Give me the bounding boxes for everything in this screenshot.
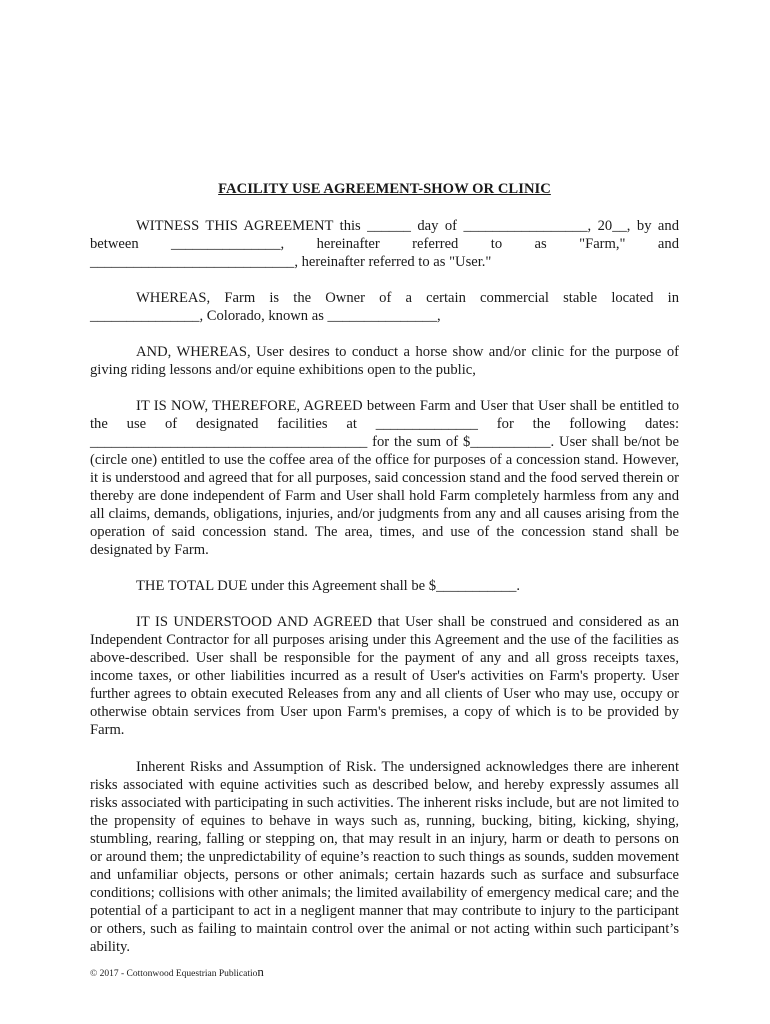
inherent-risks-paragraph: Inherent Risks and Assumption of Risk. The undersigned acknowledges there are inherent risks associated with equine activities such as described below, and hereby expressly assumes all risks associated with participating in such activities. The inherent risks include, but are not limited to the propensity of equines to behave in ways such as, running, bucking, biting, kicking, shying, stumbling, rearing, falling or stepping on, that may result in an injury, harm or death to persons on or around them; the unpredictability of equine’s reaction to such things as sounds, sudden movement and unfamiliar objects, persons or other animals; certain hazards such as surface and subsurface conditions; collisions with other animals; the limited availability of emergency medical care; and the potential of a participant to act in a negligent manner that may contribute to injury to the participant or others, such as failing to maintain control over the animal or not acting within such participant’s ability. [90,759,679,956]
whereas-paragraph: WHEREAS, Farm is the Owner of a certain commercial stable located in _______________, Colorado, known as _______________, [90,290,679,325]
total-due-paragraph: THE TOTAL DUE under this Agreement shall be $___________. [136,578,521,594]
copyright-text-tail: n [257,964,264,979]
agreement-terms-paragraph: IT IS NOW, THEREFORE, AGREED between Farm and User that User shall be entitled to the use of designated facilities at ______________ for the following dates: ______________________________________ for the sum of $___________. User shall be/not be (circle one) entitled to use the coffee area of the office for purposes of a concession stand. However, it is understood and agreed that for all purposes, said concession stand and the food served therein or thereby are done independent of Farm and User shall hold Farm completely harmless from any and all claims, demands, obligations, injuries, and/or judgments from any and all causes arising from the operation of said concession stand. The area, times, and use of the concession stand shall be designated by Farm. [90,398,679,559]
copyright-footer [90,964,264,980]
copyright-text: © 2017 - Cottonwood Equestrian Publicatio [90,969,258,979]
and-whereas-paragraph: AND, WHEREAS, User desires to conduct a horse show and/or clinic for the purpose of giving riding lessons and/or equine exhibitions open to the public, [90,344,679,379]
independent-contractor-paragraph: IT IS UNDERSTOOD AND AGREED that User shall be construed and considered as an Independent Contractor for all purposes arising under this Agreement and the use of the facilities as above-described. User shall be responsible for the payment of any and all gross receipts taxes, income taxes, or other liabilities incurred as a result of User's activities on Farm's property. User further agrees to obtain executed Releases from any and all clients of User who may use, occupy or otherwise obtain services from User upon Farm's premises, a copy of which is to be provided by Farm. [90,614,679,739]
witness-paragraph: WITNESS THIS AGREEMENT this ______ day of _________________, 20__, by and between _______________, hereinafter referred to as "Farm," and ____________________________, hereinafter referred to as "User." [90,218,679,271]
document-page [90,0,679,1024]
document-title: FACILITY USE AGREEMENT-SHOW OR CLINIC [218,181,551,197]
